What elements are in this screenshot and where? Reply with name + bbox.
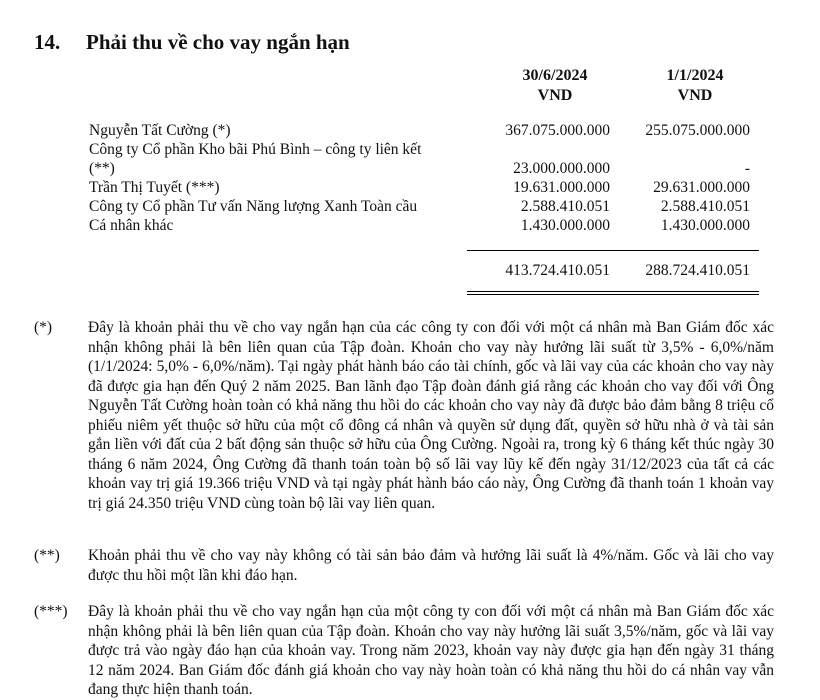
row-label: Công ty Cổ phần Kho bãi Phú Bình – công ty liên kết bbox=[89, 141, 422, 158]
section-number: 14. bbox=[34, 30, 61, 54]
section-title: Phải thu về cho vay ngắn hạn bbox=[86, 30, 350, 54]
row-value-prior: 2.588.410.051 bbox=[660, 198, 750, 215]
row-label: (**) bbox=[89, 160, 115, 177]
table-row bbox=[0, 178, 820, 197]
footnote-mark: (*) bbox=[34, 319, 53, 336]
table-row bbox=[0, 216, 820, 235]
table-row bbox=[0, 140, 820, 159]
table-row bbox=[0, 121, 820, 140]
column-date: 30/6/2024 bbox=[522, 67, 588, 84]
row-value-current: 367.075.000.000 bbox=[505, 122, 610, 139]
row-label: Trần Thị Tuyết (***) bbox=[89, 179, 220, 196]
row-value-current: 1.430.000.000 bbox=[520, 217, 610, 234]
row-value-current: 23.000.000.000 bbox=[513, 160, 610, 177]
row-value-prior: 255.075.000.000 bbox=[645, 122, 750, 139]
section-heading bbox=[34, 30, 350, 55]
footnote-text: Đây là khoản phải thu về cho vay ngắn hạn của các công ty con đối với một cá nhân mà Ban Giám đốc xác nhận không phải là bên liên quan của Tập đoàn. Khoản cho vay này hưởng lãi suất từ 3,5% - 6,0%/năm (1/1/2024: 5,0% - 6,0%/năm). Tại ngày phát hành báo cáo tài chính, gốc và lãi vay của các khoản cho vay này đã được gia hạn đến Quý 2 năm 2025. Ban lãnh đạo Tập đoàn đánh giá rằng các khoản cho vay đối với Ông Nguyễn Tất Cường hoàn toàn có khả năng thu hồi do các khoản cho vay này đã được bảo đảm bằng 8 triệu cổ phiếu niêm yết thuộc sở hữu của một cổ đông cá nhân và quyền sử dụng đất, quyền sở hữu nhà ở và tài sản gắn liền với đất của 2 bất động sản thuộc sở hữu của Ông Cường. Ngoài ra, trong kỳ 6 tháng kết thúc ngày 30 tháng 6 năm 2024, Ông Cường đã thanh toán toàn bộ số lãi vay lũy kế đến ngày 31/12/2023 của tất cả các khoản vay trị giá 19.366 triệu VND và tại ngày phát hành báo cáo này, Ông Cường đã thanh toán 1 khoản vay trị giá 24.350 triệu VND cùng toàn bộ lãi vay liên quan. bbox=[88, 319, 774, 512]
receivables-table bbox=[0, 121, 820, 235]
column-header-current bbox=[500, 66, 610, 106]
column-date: 1/1/2024 bbox=[666, 67, 724, 84]
column-unit: VND bbox=[537, 87, 573, 104]
row-value-current: 2.588.410.051 bbox=[520, 198, 610, 215]
row-label: Công ty Cổ phần Tư vấn Năng lượng Xanh Toàn cầu bbox=[89, 198, 418, 215]
row-value-prior: - bbox=[744, 160, 750, 177]
column-unit: VND bbox=[677, 87, 713, 104]
footnote-text: Khoản phải thu về cho vay này không có tài sản bảo đảm và hưởng lãi suất là 4%/năm. Gốc và lãi cho vay được thu hồi một lần khi đáo hạn. bbox=[88, 547, 774, 584]
total-double-rule-bottom bbox=[467, 294, 759, 295]
row-value-prior: 29.631.000.000 bbox=[653, 179, 750, 196]
total-double-rule-top bbox=[467, 291, 759, 292]
total-current: 413.724.410.051 bbox=[505, 262, 610, 279]
row-value-current: 19.631.000.000 bbox=[513, 179, 610, 196]
table-row bbox=[0, 159, 820, 178]
footnote-triple-star bbox=[34, 602, 774, 700]
subtotal-rule bbox=[467, 250, 759, 251]
total-prior: 288.724.410.051 bbox=[645, 262, 750, 279]
row-value-prior: 1.430.000.000 bbox=[660, 217, 750, 234]
footnote-double-star bbox=[34, 546, 774, 585]
footnote-mark: (**) bbox=[34, 547, 60, 564]
footnote-single-star bbox=[34, 318, 774, 513]
row-label: Cá nhân khác bbox=[89, 217, 174, 234]
footnote-text: Đây là khoản phải thu về cho vay ngắn hạn của một công ty con đối với một cá nhân mà Ban Giám đốc xác nhận không phải là bên liên quan của Tập đoàn. Khoản cho vay này hưởng lãi suất 3,5%/năm, gốc và lãi vay được trả vào ngày đáo hạn của khoản vay. Trong năm 2023, khoản vay này được gia hạn đến ngày 31 tháng 12 năm 2024. Ban Giám đốc đánh giá khoản cho vay này hoàn toàn có khả năng thu hồi do cá nhân vay vẫn đang thực hiện thanh toán. bbox=[88, 603, 774, 698]
row-label: Nguyễn Tất Cường (*) bbox=[89, 122, 231, 139]
footnote-mark: (***) bbox=[34, 603, 68, 620]
table-row bbox=[0, 197, 820, 216]
column-header-prior bbox=[645, 66, 745, 106]
